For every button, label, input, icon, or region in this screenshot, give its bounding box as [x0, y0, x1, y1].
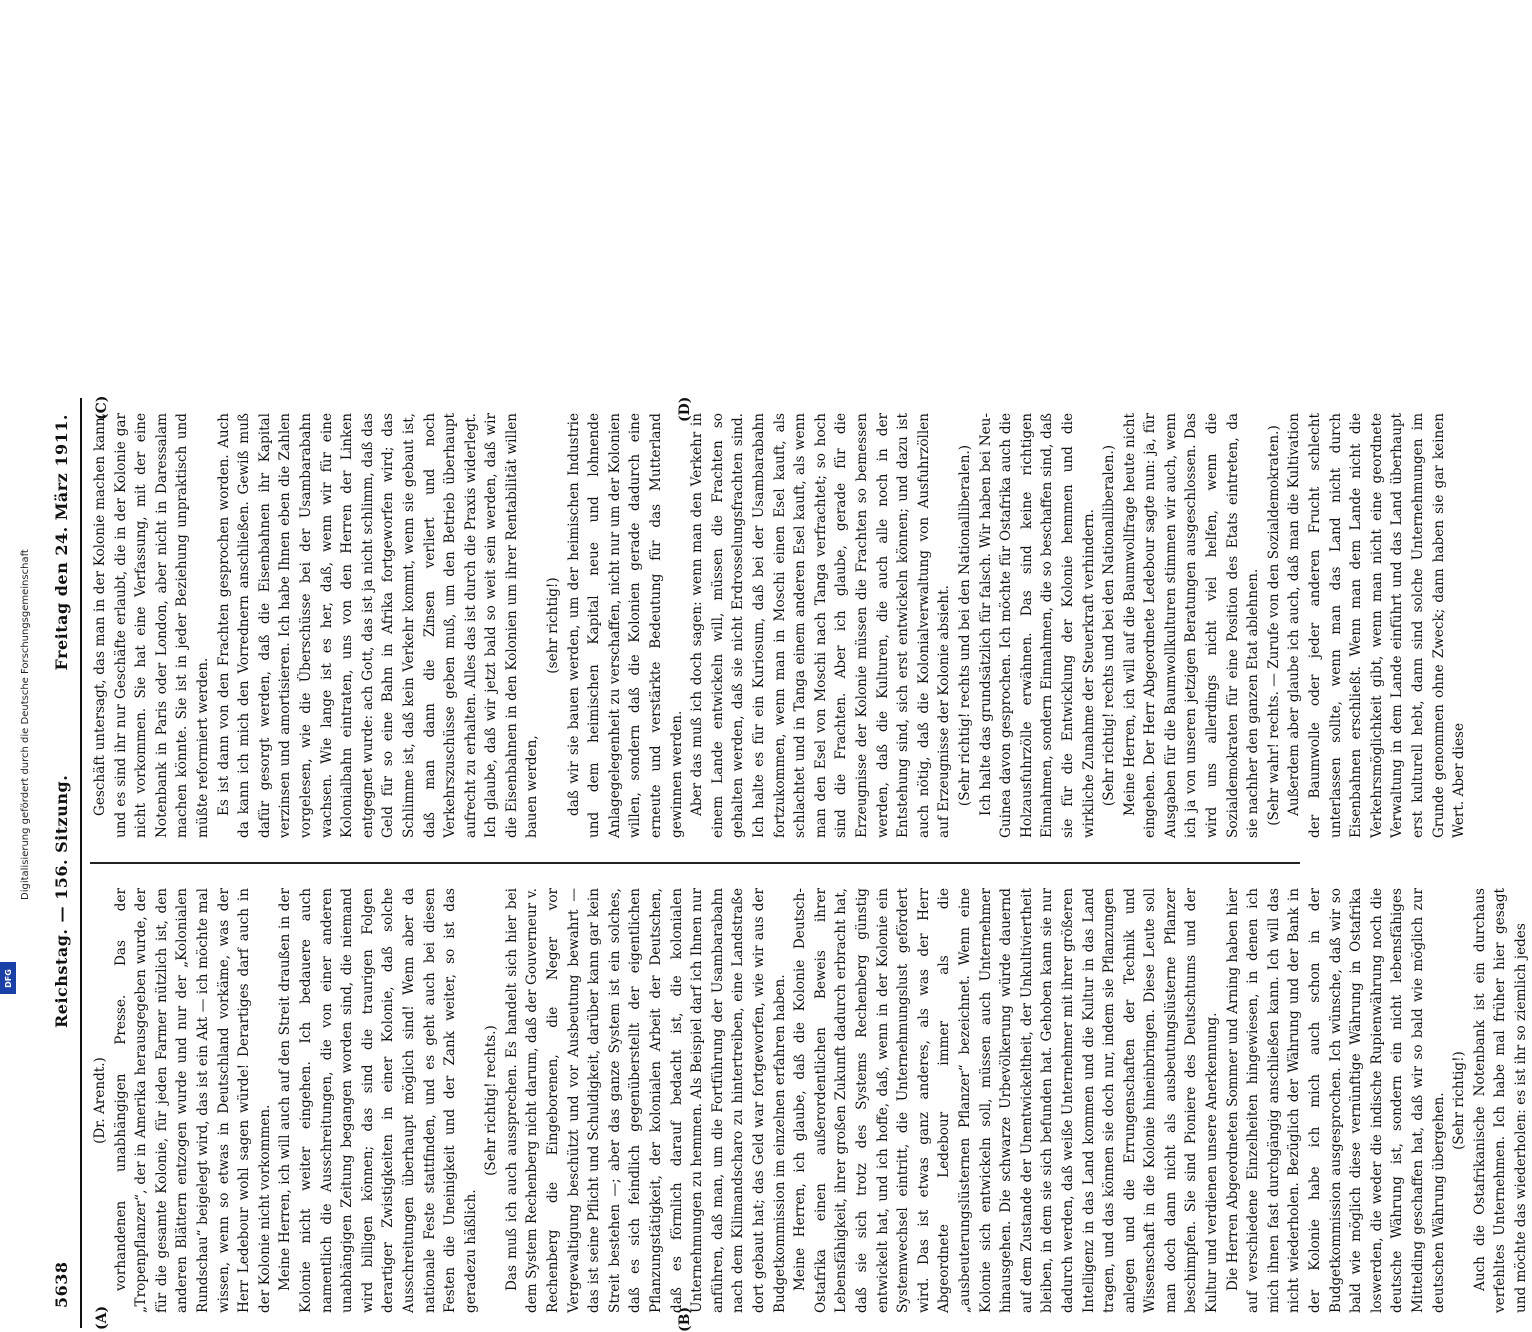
margin-mark-d: (D): [677, 396, 693, 422]
interjection: (Sehr richtig!): [1451, 1051, 1468, 1150]
header-rule: [80, 398, 82, 1328]
margin-mark-c: (C): [94, 395, 110, 420]
paragraph: Aber das muß ich doch sagen: wenn man den Verkehr in einem Lande entwickeln will, müssen die Frachten so gehalten werden, daß sie nicht Erdrosselungsfrachten sind. Ich halte es für ein Kuriosum, daß bei der Usambarabahn fortzukommen, wenn man in Moschi einen Esel kauft, als schlachtet und in Tanga einem anderen Esel kauft, als wenn man den Esel von Moschi nach Tanga verfrachtet; so hoch sind die Frachten. Aber ich glaube, gerade für die Erzeugnisse der Kolonie müssen die Frachten so bemessen werden, daß die Kulturen, die auch alle noch in der Entstehung sind, sich erst entwickeln können; und dazu ist auch nötig, daß die Kolonialverwaltung von Ausfuhrzöllen auf Erzeugnisse der Kolonie absieht.: [689, 413, 953, 838]
paragraph: Außerdem aber glaube ich auch, daß man die Kultivation der Baumwolle oder jeder anderen Frucht schlecht unterlassen sollte, wenn man das Land nicht durch Eisenbahnen erschließt. Wenn man dem Lande nicht die Verkehrsmöglichkeit gibt, wenn man nicht eine geordnete Verwaltung in dem Lande einführt und das Land überhaupt erst kulturell hebt, dann sind solche Unternehmungen im Grunde genommen ohne Zweck; dann haben sie gar keinen Wert. Aber diese: [1286, 413, 1468, 838]
paragraph: Das muß ich auch aussprechen. Es handelt sich hier bei dem System Rechenberg nicht darum, daß der Gouverneur v. Rechenberg die Eingeborenen, die Neger vor Vergewaltigung beschützt und vor Ausbeutung bewahrt — das ist seine Pflicht und Schuldigkeit, darüber kann gar kein Streit bestehen —; aber das ganze System ist ein solches, daß es sich feindlich gegenüberstellt der eigentlichen Pflanzungstätigkeit, der kolonialen Arbeit der Deutschen, daß es förmlich darauf bedacht ist, die kolonialen Unternehmungen zu hemmen. Als Beispiel darf ich Ihnen nur anführen, daß man, um die Fortführung der Usambarabahn nach dem Kilimandscharo zu hintertreiben, eine Landstraße dort gebaut hat; das Geld war fortgeworfen, wie wir aus der Budgetkommission im einzelnen erfahren haben.: [503, 888, 788, 1313]
session-date: Freitag den 24. März 1911.: [52, 414, 71, 671]
column-divider: [90, 863, 1300, 865]
page-number: 5638: [52, 1261, 71, 1308]
page-header: [50, 398, 78, 1328]
paragraph: daß wir sie bauen werden, um der heimischen Industrie und dem heimischen Kapital neue und lohnende Anlagegelegenheit zu verschaffen, nicht nur um der Kolonien willen, sondern daß die Kolonien gerade dadurch eine erneute und verstärkte Bedeutung für das Mutterland gewinnen werden.: [565, 413, 685, 838]
paragraph: Meine Herren, ich will auf die Baumwollfrage heute nicht eingehen. Der Herr Abgeordnete Ledebour sagte nun: ja, für Ausgaben für die Baumwollkulturen stimmen wir auch, wenn ich ja von unseren jetzigen Beratungen ausgeschlossen. Das wird uns allerdings nicht viel helfen, wenn die Sozialdemokraten für eine Position des Etats eintreten, da sie nachher den ganzen Etat ablehnen.: [1121, 413, 1262, 838]
digitization-credit: Digitalisierung gefördert durch die Deutsche Forschungsgemeinschaft: [20, 549, 31, 900]
interjection: (Sehr wahr! rechts. — Zurufe von den Sozialdemokraten.): [1265, 425, 1282, 826]
paragraph: Geschäft untersagt, das man in der Kolonie machen kann, und es sind ihr nur Geschäfte erlaubt, die in der Kolonie gar nicht vorkommen. Sie hat eine Verfassung, mit der eine Notenbank in Paris oder London, aber nicht in Daressalam machen könnte. Sie ist in jeder Beziehung unpraktisch und müßte reformiert werden.: [92, 413, 211, 838]
paragraph: Die Herren Abgeordneten Sommer und Arning haben hier auf verschiedene Einzelheiten hingewiesen, in denen ich mich ihnen fast durchgängig anschließen kann. Ich will das nicht wiederholen. Bezüglich der Währung und der Bank in der Kolonie habe ich mich auch schon in der Budgetkommission ausgesprochen. Ich wünsche, daß wir so bald wie möglich diese vernünftige Währung in Ostafrika loswerden, die weder die indische Rupienwährung noch die deutsche Währung ist, sondern ein nicht lebensfähiges Mittelding geschaffen hat, daß wir so bald wie möglich zur deutschen Währung übergehen.: [1224, 888, 1447, 1313]
paragraph: vorhandenen unabhängigen Presse. Das der „Tropenpflanzer“, der in Amerika herausgegeben wurde, der für die gesamte Kolonie, für jeden Farmer nützlich ist, den anderen Blättern entzogen wurde und nur der „Kolonialen Rundschau“ beigelegt wird, das ist ein Akt — ich möchte mal wissen, wenn so etwas in Deutschland vorkäme, was der Herr Ledebour wohl sagen würde! Derartiges darf auch in der Kolonie nicht vorkommen.: [112, 888, 273, 1313]
session-title: Reichstag. — 156. Sitzung.: [52, 774, 71, 1028]
margin-mark-a: (A): [94, 1305, 110, 1330]
paragraph: Auch die Ostafrikanische Notenbank ist ein durchaus verfehltes Unternehmen. Ich habe mal früher hier gesagt und möchte das wiederholen: es ist ihr so ziemlich jedes: [1471, 888, 1529, 1313]
paragraph: Es ist dann von den Frachten gesprochen worden. Auch da kann ich mich den Vorrednern anschließen. Gewiß muß dafür gesorgt werden, daß die Eisenbahnen ihr Kapital verzinsen und amortisieren. Ich habe Ihnen eben die Zahlen vorgelesen, wie die Überschüsse bei der Usambarabahn wachsen. Wie lange ist es her, daß, wenn wir für eine Kolonialbahn eintraten, uns von den Herren der Linken entgegnet wurde: ach Gott, das ist ja nicht schlimm, daß das Geld für so eine Bahn in Afrika fortgeworfen wird; das Schlimme ist, daß kein Verkehr kommt, wenn sie gebaut ist, daß man dann die Zinsen verliert und noch Verkehrszuschüsse geben muß, um den Betrieb überhaupt aufrecht zu erhalten. Alles das ist durch die Praxis widerlegt. Ich glaube, daß wir jetzt bald so weit sein werden, daß wir die Eisenbahnen in den Kolonien um ihrer Rentabilität willen bauen werden,: [215, 413, 541, 838]
interjection: (sehr richtig!): [545, 577, 562, 674]
page-body: [50, 395, 1529, 1332]
paragraph: Meine Herren, ich glaube, daß die Kolonie Deutsch-Ostafrika einen außerordentlichen Beweis ihrer Lebensfähigkeit, ihrer großen Zukunft dadurch erbracht hat, daß sie sich trotz des Systems Rechenberg günstig entwickelt hat, und ich hoffe, daß, wenn in der Kolonie ein Systemwechsel eintritt, die Unternehmungslust gefördert wird. Das ist etwas ganz anderes, als was der Herr Abgeordnete Ledebour immer als die „ausbeuterungslüsternen Pflanzer“ bezeichnet. Wenn eine Kolonie sich entwickeln soll, müssen auch Unternehmer hinausgehen. Die schwarze Urbevölkerung würde dauernd auf dem Zustande der Unentwickeltheit, der Unkultiviertheit bleiben, in dem sie sich befunden hat. Gehoben kann sie nur dadurch werden, daß weiße Unternehmer mit ihrer größeren Intelligenz in das Land kommen und die Kultur in das Land tragen, und das können sie doch nur, indem sie Pflanzungen anlegen und die Errungenschaften der Technik und Wissenschaft in die Kolonie hineinbringen. Diese Leute soll man doch dann nicht als ausbeutungslüsterne Pflanzer beschimpfen. Sie sind Pioniere des Deutschtums und der Kultur und verdienen unsere Anerkennung.: [792, 888, 1221, 1313]
rotated-document-page: [50, 395, 1529, 1332]
left-text-column: [90, 888, 1529, 1313]
interjection: (Sehr richtig! rechts und bei den Nationalliberalen.): [956, 444, 973, 807]
paragraph: Ich halte das grundsätzlich für falsch. Wir haben bei Neu-Guinea davon gesprochen. Ich möchte für Ostafrika auch die Holzausfuhrzölle erwähnen. Das sind keine richtigen Einnahmen, sondern Einnahmen, die so beschaffen sind, daß sie für die Entwicklung der Kolonie hemmen und die wirkliche Zunahme der Steuerkraft verhindern.: [977, 413, 1097, 838]
paragraph: Meine Herren, ich will auch auf den Streit draußen in der Kolonie nicht weiter eingehen. Ich bedauere auch namentlich die Ausschreitungen, die von einer anderen unabhängigen Zeitung begangen worden sind, die niemand wird billigen können; das sind die traurigen Folgen derartiger Zwistigkeiten in einer Kolonie, daß solche Ausschreitungen überhaupt möglich sind! Wenn aber da nationale Feste stattfinden, und es geht auch bei diesen Festen die Uneinigkeit und der Zank weiter, so ist das geradezu häßlich.: [277, 888, 479, 1313]
speaker-label: (Dr. Arendt.): [92, 1057, 108, 1144]
interjection: (Sehr richtig! rechts.): [483, 1025, 500, 1176]
margin-mark-b: (B): [677, 1306, 693, 1332]
dfg-logo-text: DFG: [3, 968, 13, 988]
right-text-column: [90, 413, 1468, 838]
dfg-logo: [0, 962, 16, 994]
interjection: (Sehr richtig! rechts und bei den Nationalliberalen.): [1101, 444, 1118, 807]
